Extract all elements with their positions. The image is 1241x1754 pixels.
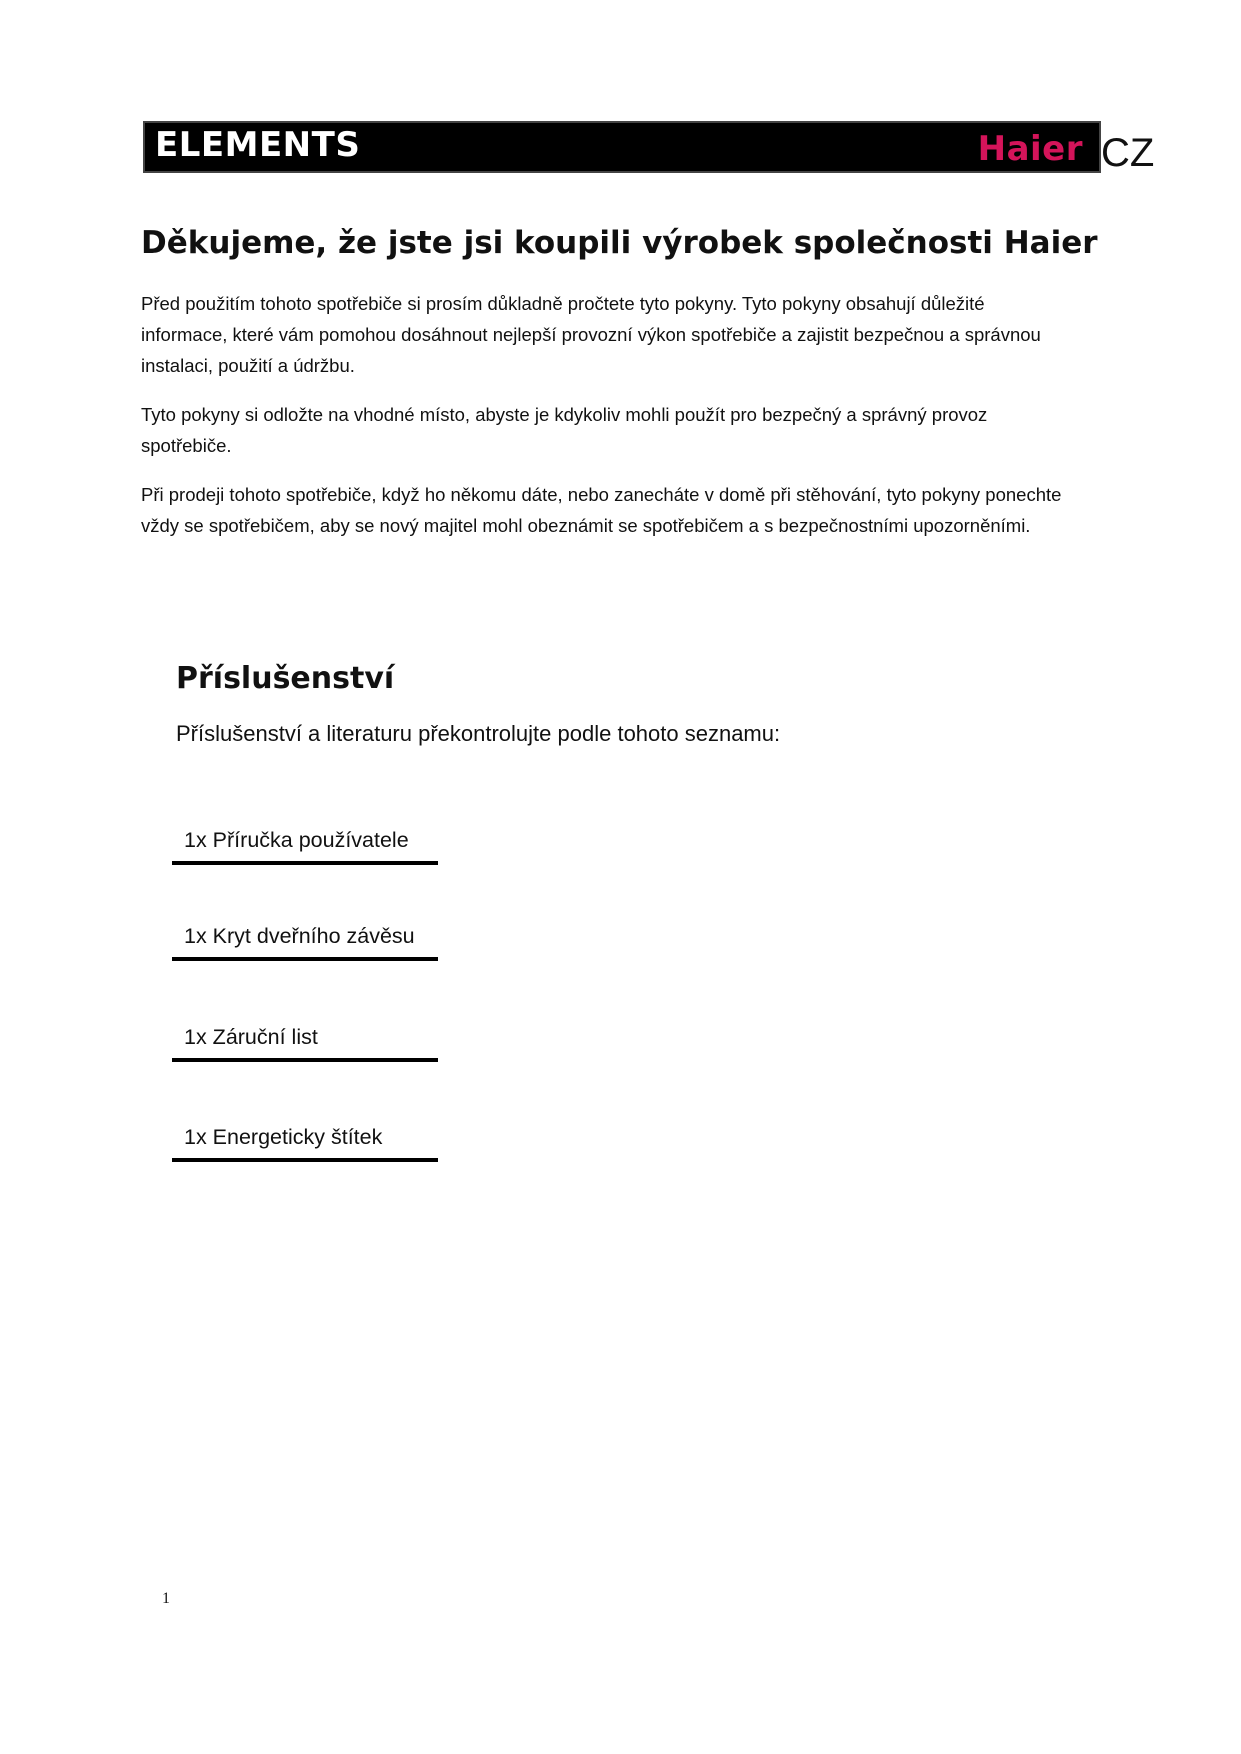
intro-paragraph: Tyto pokyny si odložte na vhodné místo, abyste je kdykoliv mohli použít pro bezpečný a správný provoz spotřebiče.	[141, 404, 988, 456]
intro-paragraph: Před použitím tohoto spotřebiče si prosím důkladně pročtete tyto pokyny. Tyto pokyny obsahují důležité informace, které vám pomohou dosáhnout nejlepší provozní výkon spotřebiče a zajistit bezpečnou a správnou instalaci, použití a údržbu.	[141, 293, 1041, 376]
accessory-label: 1x Energeticky štítek	[184, 1125, 383, 1149]
accessory-item	[172, 1120, 438, 1162]
page-heading: Děkujeme, že jste jsi koupili výrobek společnosti Haier	[141, 225, 1098, 261]
language-code: CZ	[1101, 131, 1155, 175]
accessory-item	[172, 823, 438, 865]
page-number: 1	[162, 1590, 170, 1607]
intro-text	[141, 288, 1071, 559]
accessory-label: 1x Záruční list	[184, 1025, 318, 1049]
header-title: ELEMENTS	[155, 125, 361, 165]
accessory-item	[172, 1020, 438, 1062]
accessories-intro: Příslušenství a literaturu překontrolujte podle tohoto seznamu:	[176, 721, 781, 746]
header-bar	[143, 121, 1101, 173]
intro-paragraph: Při prodeji tohoto spotřebiče, když ho někomu dáte, nebo zanecháte v domě při stěhování, tyto pokyny ponechte vždy se spotřebičem, aby se nový majitel mohl obeznámit se spotřebičem a s bezpečnostními upozorněními.	[141, 484, 1062, 536]
haier-logo: Haier	[977, 129, 1083, 169]
accessory-label: 1x Kryt dveřního závěsu	[184, 924, 415, 948]
accessories-heading: Příslušenství	[176, 661, 395, 696]
accessory-label: 1x Příručka používatele	[184, 828, 409, 852]
accessory-item	[172, 919, 438, 961]
